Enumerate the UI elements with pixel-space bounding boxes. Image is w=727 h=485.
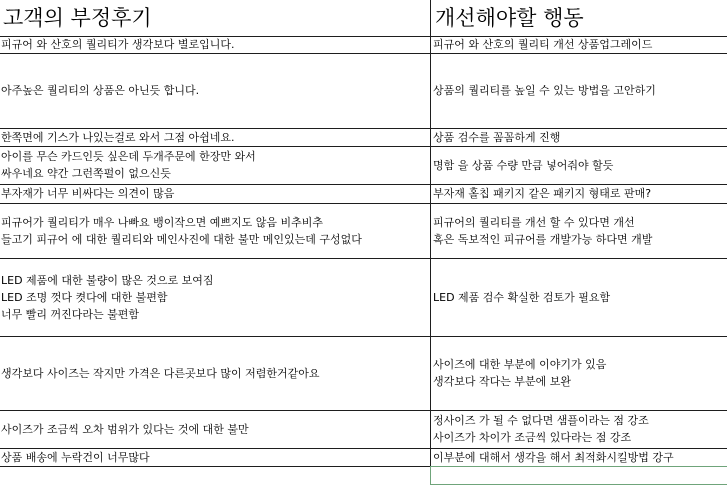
- cell-text: 사이즈가 차이가 조금씩 있다라는 점 강조: [433, 431, 632, 444]
- cell-text: 피규어 와 산호의 퀄리티가 생각보다 별로입니다.: [1, 38, 235, 51]
- cell-text: LED 제품 검수 확실한 검토가 필요함: [433, 290, 611, 304]
- selection-border-top: [430, 466, 727, 467]
- cell-text: 한쪽면에 기스가 나있는걸로 와서 그점 아쉽네요.: [1, 130, 235, 144]
- table-row: [0, 410, 727, 448]
- cell-text: 명함 을 상품 수량 만큼 넣어줘야 할듯: [433, 158, 614, 172]
- action-cell[interactable]: [430, 336, 727, 410]
- row-divider: [0, 53, 727, 54]
- cell-text: 이부분에 대해서 생각을 해서 최적화시킬방법 강구: [433, 450, 674, 464]
- row-divider: [0, 410, 727, 411]
- action-cell[interactable]: [430, 53, 727, 128]
- cell-text: 피규어의 퀄리티를 개선 할 수 있다면 개선: [433, 215, 635, 229]
- cell-text: 아이를 무슨 카드인듯 싶은데 두개주문에 한장만 와서: [1, 150, 256, 163]
- cell-text: 상품의 퀄리티를 높일 수 있는 방법을 고안하기: [433, 84, 656, 97]
- cell-text: 너무 빨리 꺼진다라는 불편함: [1, 307, 140, 321]
- cell-text: 정사이즈 가 될 수 없다면 샘플이라는 점 강조: [433, 414, 649, 427]
- header-improvement-actions[interactable]: [430, 0, 727, 36]
- review-cell[interactable]: [0, 53, 430, 128]
- table-row: [0, 184, 727, 203]
- cell-text: 혹은 독보적인 피규어를 개발가능 하다면 개발: [433, 232, 653, 246]
- review-cell[interactable]: [0, 336, 430, 410]
- cell-text: 부자재가 너무 비싸다는 의견이 많음: [1, 187, 175, 200]
- cell-text: 싸우네요 약간 그런쪽펄이 없으신듯: [1, 167, 171, 180]
- table-row: [0, 336, 727, 410]
- row-divider: [0, 36, 727, 37]
- table-row: [0, 53, 727, 128]
- selection-border-left: [430, 466, 431, 485]
- action-cell[interactable]: [430, 36, 727, 53]
- row-divider: [0, 336, 727, 337]
- review-cell[interactable]: [0, 410, 430, 448]
- header-label-actions: 개선해야할 행동: [435, 6, 584, 30]
- table-row: [0, 146, 727, 184]
- row-divider: [0, 128, 727, 129]
- cell-text: 상품 검수를 꼼꼼하게 진행: [433, 130, 561, 144]
- row-divider: [0, 184, 727, 185]
- cell-text: 피규어 와 산호의 퀄리티 개선 상품업그레이드: [433, 38, 653, 51]
- action-cell[interactable]: [430, 184, 727, 203]
- row-divider: [0, 258, 727, 259]
- column-divider: [430, 0, 431, 466]
- cell-text: 사이즈에 대한 부분에 이야기가 있음: [433, 358, 607, 371]
- table-row: [0, 36, 727, 53]
- header-label-reviews: 고객의 부정후기: [3, 6, 152, 30]
- review-cell[interactable]: [0, 184, 430, 203]
- review-cell[interactable]: [0, 448, 430, 466]
- action-cell[interactable]: [430, 203, 727, 258]
- row-divider: [0, 146, 727, 147]
- cell-text: 사이즈가 조금씩 오차 범위가 있다는 것에 대한 불만: [1, 422, 249, 436]
- action-cell[interactable]: [430, 128, 727, 146]
- row-divider: [0, 466, 430, 467]
- action-cell[interactable]: [430, 146, 727, 184]
- review-cell[interactable]: [0, 146, 430, 184]
- cell-text: LED 제품에 대한 불량이 많은 것으로 보여짐: [1, 273, 214, 287]
- review-cell[interactable]: [0, 258, 430, 336]
- cell-text: 들고기 피규어 에 대한 퀄리티와 메인사진에 대한 불만 메인있는데 구성없다: [1, 232, 362, 246]
- action-cell[interactable]: [430, 448, 727, 466]
- review-cell[interactable]: [0, 128, 430, 146]
- table-row: [0, 203, 727, 258]
- review-cell[interactable]: [0, 36, 430, 53]
- table-row: [0, 448, 727, 466]
- header-negative-reviews[interactable]: [0, 0, 430, 36]
- row-divider: [0, 203, 727, 204]
- review-cell[interactable]: [0, 203, 430, 258]
- action-cell[interactable]: [430, 410, 727, 448]
- table-header-row: [0, 0, 727, 36]
- cell-text: 아주높은 퀄리티의 상품은 아닌듯 합니다.: [1, 84, 200, 97]
- cell-text: 상품 배송에 누락건이 너무많다: [1, 450, 150, 464]
- table-row: [0, 258, 727, 336]
- cell-text: 부자재 홀칩 패키지 같은 패키지 형태로 판매?: [433, 187, 652, 200]
- cell-text: 생각보다 사이즈는 작지만 가격은 다른곳보다 많이 저렴한거같아요: [1, 366, 320, 380]
- table-row: [0, 128, 727, 146]
- cell-text: 생각보다 작다는 부분에 보완: [433, 375, 572, 388]
- action-cell[interactable]: [430, 258, 727, 336]
- cell-text: LED 조명 껏다 켯다에 대한 불편함: [1, 290, 168, 304]
- row-divider: [0, 448, 727, 449]
- cell-text: 피규어가 퀄리티가 매우 나빠요 뱅이작으면 예쁘지도 않음 비추비추: [1, 215, 324, 229]
